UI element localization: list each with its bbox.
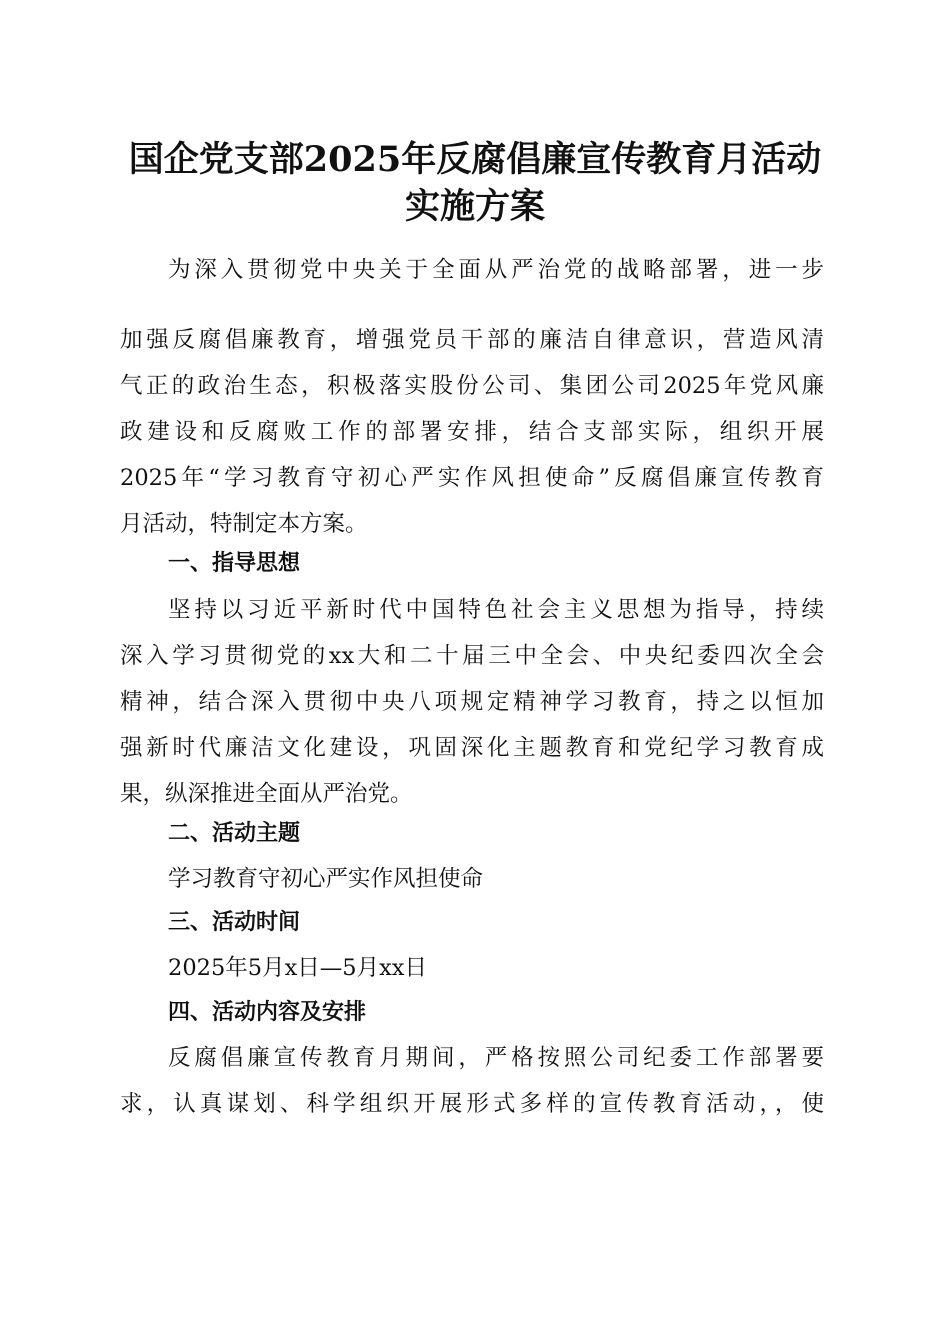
section1-line: 精神，结合深入贯彻中央八项规定精神学习教育，持之以恒加	[120, 689, 824, 715]
intro-line: 月活动，特制定本方案。	[120, 511, 368, 537]
intro-line: 2025年“学习教育守初心严实作风担使命”反腐倡廉宣传教育	[120, 465, 824, 491]
document-title-line2: 实施方案	[404, 186, 545, 227]
section2-text: 学习教育守初心严实作风担使命	[168, 866, 484, 892]
intro-line: 加强反腐倡廉教育，增强党员干部的廉洁自律意识，营造风清	[120, 327, 824, 353]
section1-line: 坚持以习近平新时代中国特色社会主义思想为指导，持续	[168, 597, 824, 623]
section4-line: 求，认真谋划、科学组织开展形式多样的宣传教育活动，，使	[120, 1091, 824, 1117]
intro-line: 政建设和反腐败工作的部署安排，结合支部实际，组织开展	[120, 419, 824, 445]
section-heading: 二、活动主题	[168, 821, 301, 846]
section4-line: 反腐倡廉宣传教育月期间，严格按照公司纪委工作部署要	[168, 1045, 824, 1071]
section-heading: 三、活动时间	[168, 910, 301, 935]
intro-line: 为深入贯彻党中央关于全面从严治党的战略部署，进一步	[168, 257, 824, 283]
document-title-line1: 国企党支部2025年反腐倡廉宣传教育月活动	[128, 139, 822, 180]
section1-line: 果，纵深推进全面从严治党。	[120, 781, 413, 807]
section1-line: 强新时代廉洁文化建设，巩固深化主题教育和党纪学习教育成	[120, 735, 824, 761]
intro-line: 气正的政治生态，积极落实股份公司、集团公司2025年党风廉	[120, 373, 824, 399]
section1-line: 深入学习贯彻党的xx大和二十届三中全会、中央纪委四次全会	[120, 643, 824, 669]
section-heading: 一、指导思想	[168, 551, 301, 576]
section-heading: 四、活动内容及安排	[168, 1000, 367, 1025]
section3-text: 2025年5月x日—5月xx日	[168, 955, 427, 981]
